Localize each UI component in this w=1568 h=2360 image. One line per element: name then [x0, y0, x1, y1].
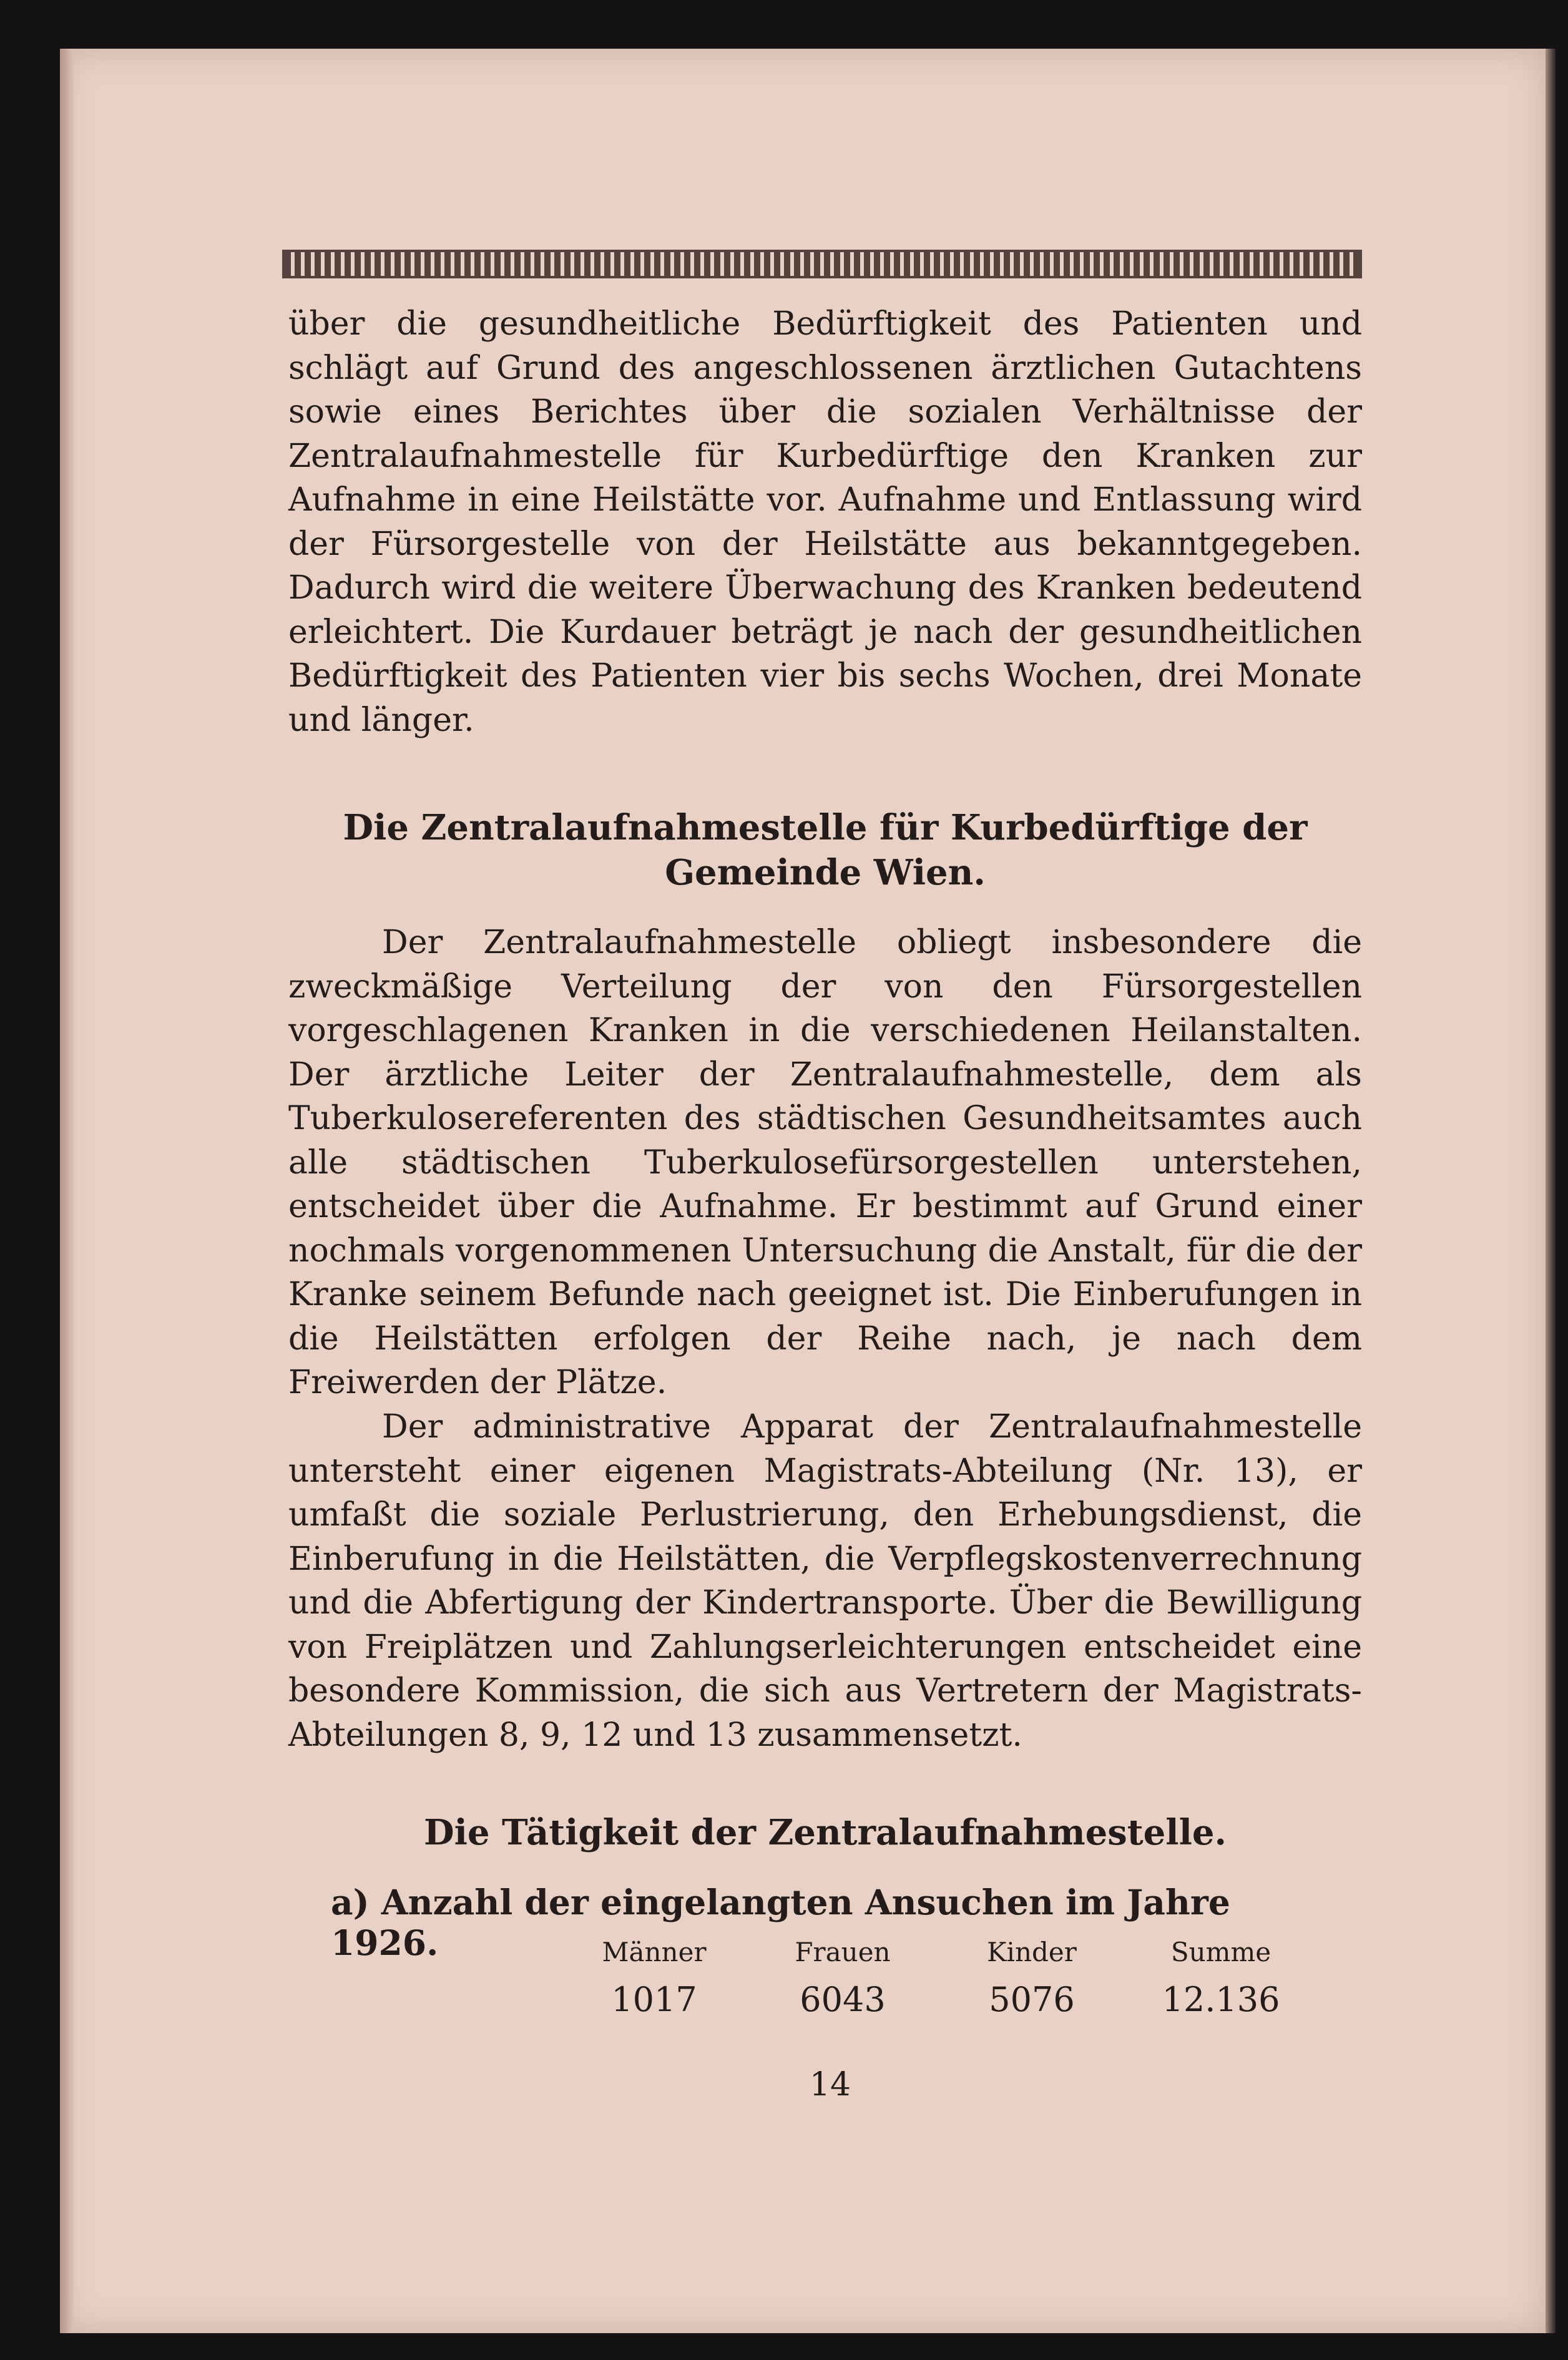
- column-header-frauen: Frauen: [795, 1937, 891, 1967]
- column-header-maenner: Männer: [602, 1937, 707, 1967]
- paragraph-duties: Der Zentralaufnahmestelle obliegt insbesondere die zweckmäßige Verteilung der von den Fürsorgestellen vorgeschlagenen Kranken in die verschiedenen Heilanstalten. Der ärztliche Leiter der Zentralaufnahmestelle, dem als Tuberkulosereferenten des städtischen Gesundheitsamtes auch alle städtischen Tuberkulosefürsorgestellen unterstehen, entscheidet über die Aufnahme. Er bestimmt auf Grund einer nochmals vorgenommenen Untersuchung die Anstalt, für die der Kranke seinem Befunde nach geeignet ist. Die Einberufungen in die Heilstätten erfolgen der Reihe nach, je nach dem Freiwerden der Plätze.: [288, 924, 1362, 1401]
- column-header-summe: Summe: [1170, 1937, 1272, 1967]
- column-header-kinder: Kinder: [987, 1937, 1077, 1967]
- table-caption: a) Anzahl der eingelangten Ansuchen im Jahre 1926.: [331, 1882, 1230, 1963]
- section-heading-zentralaufnahmestelle: Die Zentralaufnahmestelle für Kurbedürftige der Gemeinde Wien.: [343, 807, 1308, 893]
- page-edge-left: [60, 49, 74, 2333]
- section-heading-taetigkeit: Die Tätigkeit der Zentralaufnahmestelle.: [424, 1812, 1227, 1853]
- value-kinder: 5076: [989, 1980, 1075, 2019]
- paragraph-intro: über die gesundheitliche Bedürftigkeit des Patienten und schlägt auf Grund des angeschlossenen ärztlichen Gutachtens sowie eines Berichtes über die sozialen Verhältnisse der Zentralaufnahmestelle für Kurbedürftige den Kranken zur Aufnahme in eine Heilstätte vor. Aufnahme und Entlassung wird der Fürsorgestelle von der Heilstätte aus bekanntgegeben. Dadurch wird die weitere Überwachung des Kranken bedeutend erleichtert. Die Kurdauer beträgt je nach der gesundheitlichen Bedürftigkeit des Patienten vier bis sechs Wochen, drei Monate und länger.: [288, 305, 1362, 739]
- paragraph-administration: Der administrative Apparat der Zentralaufnahmestelle untersteht einer eigenen Magistrats-Abteilung (Nr. 13), er umfaßt die soziale Perlustrierung, den Erhebungsdienst, die Einberufung in die Heilstätten, die Verpflegskostenverrechnung und die Abfertigung der Kindertransporte. Über die Bewilligung von Freiplätzen und Zahlungserleichterungen entscheidet eine besondere Kommission, die sich aus Vertretern der Magistrats-Abteilungen 8, 9, 12 und 13 zusammensetzt.: [288, 1408, 1362, 1754]
- page-number: 14: [809, 2066, 851, 2103]
- value-summe: 12.136: [1162, 1980, 1280, 2019]
- page-edge-right: [1546, 49, 1556, 2333]
- value-maenner: 1017: [611, 1980, 697, 2019]
- decorative-border-ornament: [282, 250, 1362, 278]
- value-frauen: 6043: [800, 1980, 886, 2019]
